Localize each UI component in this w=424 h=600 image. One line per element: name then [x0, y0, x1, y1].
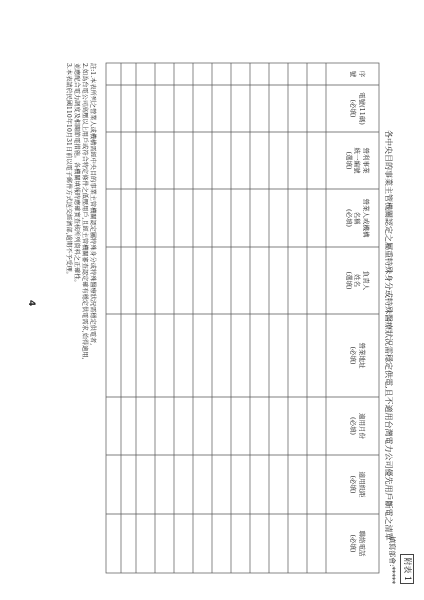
filling-unit: 填寫部會:*****	[388, 536, 396, 584]
header-business-name: 營業人或機構 名稱 (必填)	[345, 198, 370, 238]
attachment-label: 附表 1	[400, 554, 414, 584]
note-line: 註:1.本表所列之營業人或機構需經中央目的事業主管機關認定屬特殊身分或特殊醫療狀況需穩定供電者,	[89, 63, 96, 346]
header-business-id: 營利事業 統一編號 (選填)	[345, 147, 370, 174]
header-applicable-tier: 適用級距 (必填)	[349, 471, 366, 498]
header-serial-number: 序 號	[349, 70, 366, 78]
header-contact-phone: 聯絡電話 (必填)	[349, 530, 366, 557]
document-title: 各中央目的事業主管機關認定之屬重特殊身分或特殊醫療狀況需穩定供電,且不適用台灣電力公司優先用戶斷電之清單	[384, 130, 393, 541]
notes-section	[64, 63, 96, 575]
note-line: 3.本表請於民國110年10月31日前以電子郵件方式送交經濟部,逾期不予受理。	[65, 63, 72, 278]
note-line: 2.如為台電公司高壓以上用戶或符合特定條件之低壓用戶,且經主管機關審查認定確有穩定供電需求,始得適用,	[81, 63, 88, 360]
note-line: 並應配合電力調度及相關節電措施。各機關填報時應確實查核所列資料之正確性。	[73, 63, 80, 286]
header-applicable-month: 適用月份 (必填)	[349, 413, 366, 439]
page-number: 4	[26, 300, 36, 307]
header-responsible-person: 負責人 姓名 (選填)	[345, 270, 370, 291]
header-account-number: 電號(11碼) (必填)	[349, 92, 366, 125]
header-business-address: 營業地址 (必填)	[349, 342, 366, 369]
table-border	[106, 63, 379, 573]
